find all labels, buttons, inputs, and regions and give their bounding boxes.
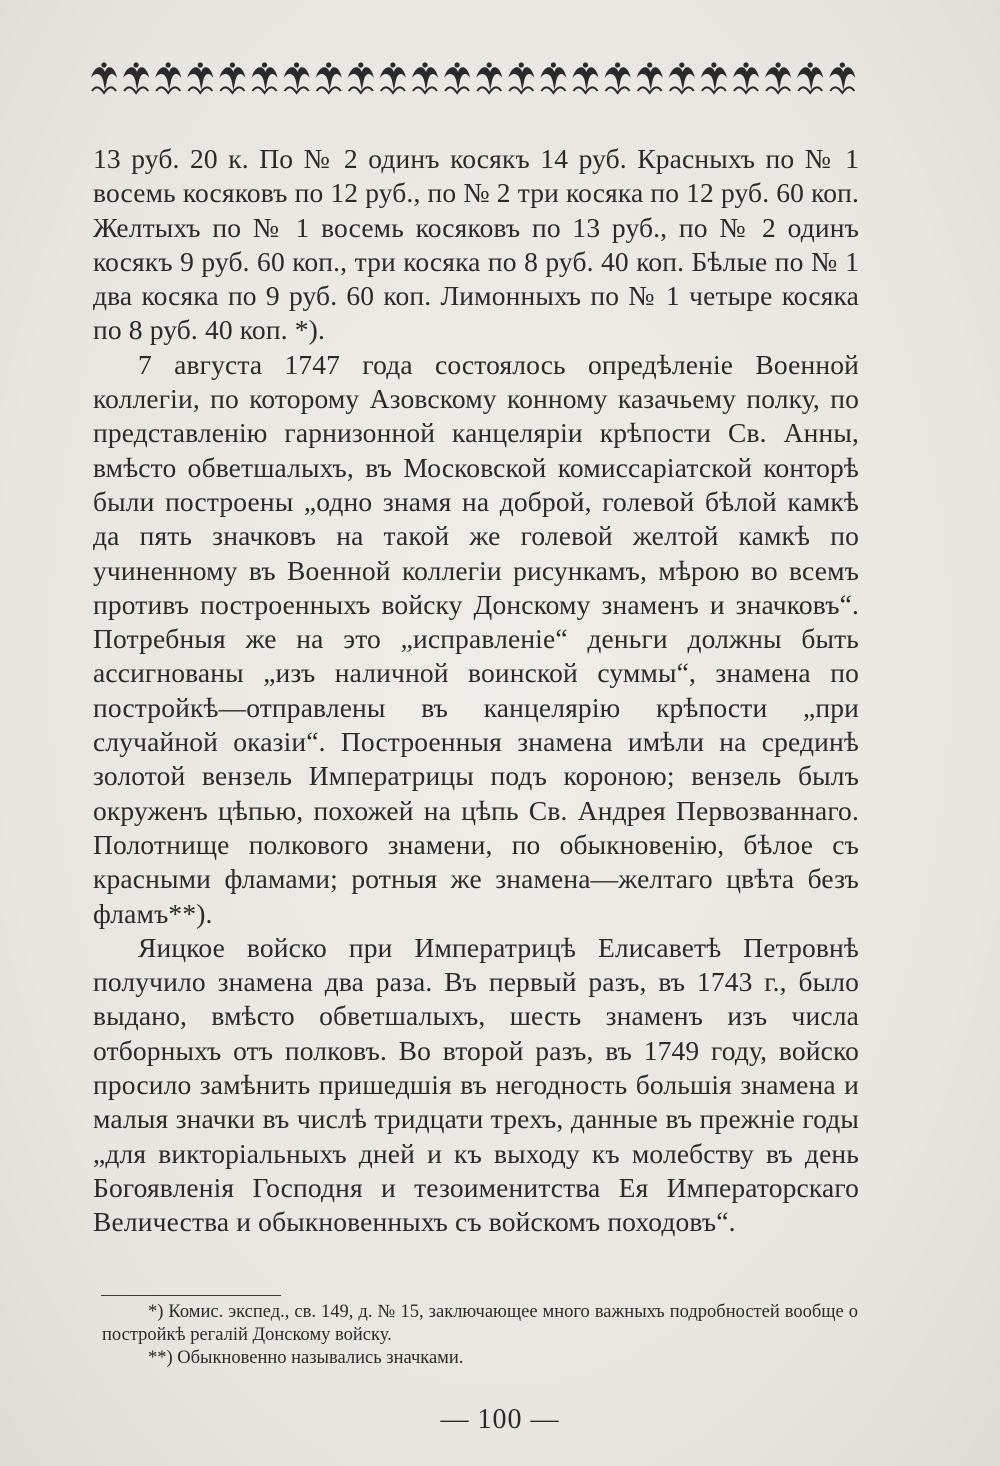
ornament-motif xyxy=(91,62,117,93)
ornament-motif xyxy=(701,62,727,93)
ornament-motif xyxy=(829,62,855,93)
main-text xyxy=(93,142,859,1240)
ornament-motif xyxy=(765,62,791,93)
page-number: — 100 — xyxy=(440,1404,560,1435)
ornament-motif xyxy=(573,62,599,93)
ornament-motif xyxy=(155,62,181,93)
header-ornament xyxy=(88,58,860,98)
paragraph-3: Яицкое войско при Императрицѣ Елисаветѣ Петровнѣ получило знамена два раза. Въ первый разъ, въ 1743 г., было выдано, вмѣсто обветшалыхъ, шесть знаменъ изъ числа отборныхъ отъ полковъ. Во второй разъ, въ 1749 году, войско просило замѣнить пришедшія въ негодность большія знамена и малыя значки въ числѣ тридцати трехъ, данные въ прежніе годы „для викторіальныхъ дней и къ выходу къ молебству въ день Богоявленія Господня и тезоименитства Ея Императорскаго Величества и обыкновенныхъ съ войскомъ походовъ“. xyxy=(93,931,859,1238)
ornament-motif xyxy=(797,62,823,93)
ornament-motif xyxy=(284,62,310,93)
ornament-motif xyxy=(733,62,759,93)
ornament-motif xyxy=(316,62,342,93)
ornament-motif xyxy=(669,62,695,93)
ornament-motif xyxy=(412,62,438,93)
ornament-motif xyxy=(380,62,406,93)
ornament-motif xyxy=(444,62,470,93)
ornament-motif xyxy=(540,62,566,93)
paragraph-2: 7 августа 1747 года состоялось опредѣленіе Военной коллегіи, по которому Азовскому конному казачьему полку, по представленію гарнизонной канцеляріи крѣпости Св. Анны, вмѣсто обветшалыхъ, въ Московской комиссаріатской конторѣ были построены „одно знамя на доброй, голевой бѣлой камкѣ да пять значковъ на такой же голевой желтой камкѣ по учиненному въ Военной коллегіи рисункамъ, мѣрою во всемъ противъ построенныхъ войску Донскому знаменъ и значковъ“. Потребныя же на это „исправленіе“ деньги должны быть ассигнованы „изъ наличной воинской суммы“, знамена по постройкѣ—отправлены въ канцелярію крѣпости „при случайной оказіи“. Построенныя знамена имѣли на срединѣ золотой вензель Императрицы подъ короною; вензель былъ окруженъ цѣпью, похожей на цѣпь Св. Андрея Первозваннаго. Полотнище полкового знамени, по обыкновенію, бѣлое съ красными фламами; ротныя же знамена—желтаго цвѣта безъ фламъ**). xyxy=(93,348,859,929)
ornament-motif xyxy=(187,62,213,93)
footnote-1: *) Комис. экспед., св. 149, д. № 15, заключающее много важныхъ подробностей вообще о постройкѣ регалій Донскому войску. xyxy=(102,1302,858,1345)
ornament-motif xyxy=(348,62,374,93)
ornament-motif xyxy=(605,62,631,93)
ornament-motif xyxy=(219,62,245,93)
ornament-motif xyxy=(123,62,149,93)
ornament-motif xyxy=(637,62,663,93)
footnote-2: **) Обыкновенно назывались значками. xyxy=(148,1348,464,1368)
footnote-divider xyxy=(101,1295,281,1296)
footnotes xyxy=(102,1301,858,1370)
paragraph-1: 13 руб. 20 к. По № 2 одинъ косякъ 14 руб. Красныхъ по № 1 восемь косяковъ по 12 руб., по № 2 три косяка по 12 руб. 60 коп. Желтыхъ по № 1 восемь косяковъ по 13 руб., по № 2 одинъ косякъ 9 руб. 60 коп., три косяка по 8 руб. 40 коп. Бѣлые по № 1 два косяка по 9 руб. 60 коп. Лимонныхъ по № 1 четыре косяка по 8 руб. 40 коп. *). xyxy=(93,143,859,346)
ornament-motif xyxy=(508,62,534,93)
ornament-motif xyxy=(476,62,502,93)
ornament-motif xyxy=(252,62,278,93)
